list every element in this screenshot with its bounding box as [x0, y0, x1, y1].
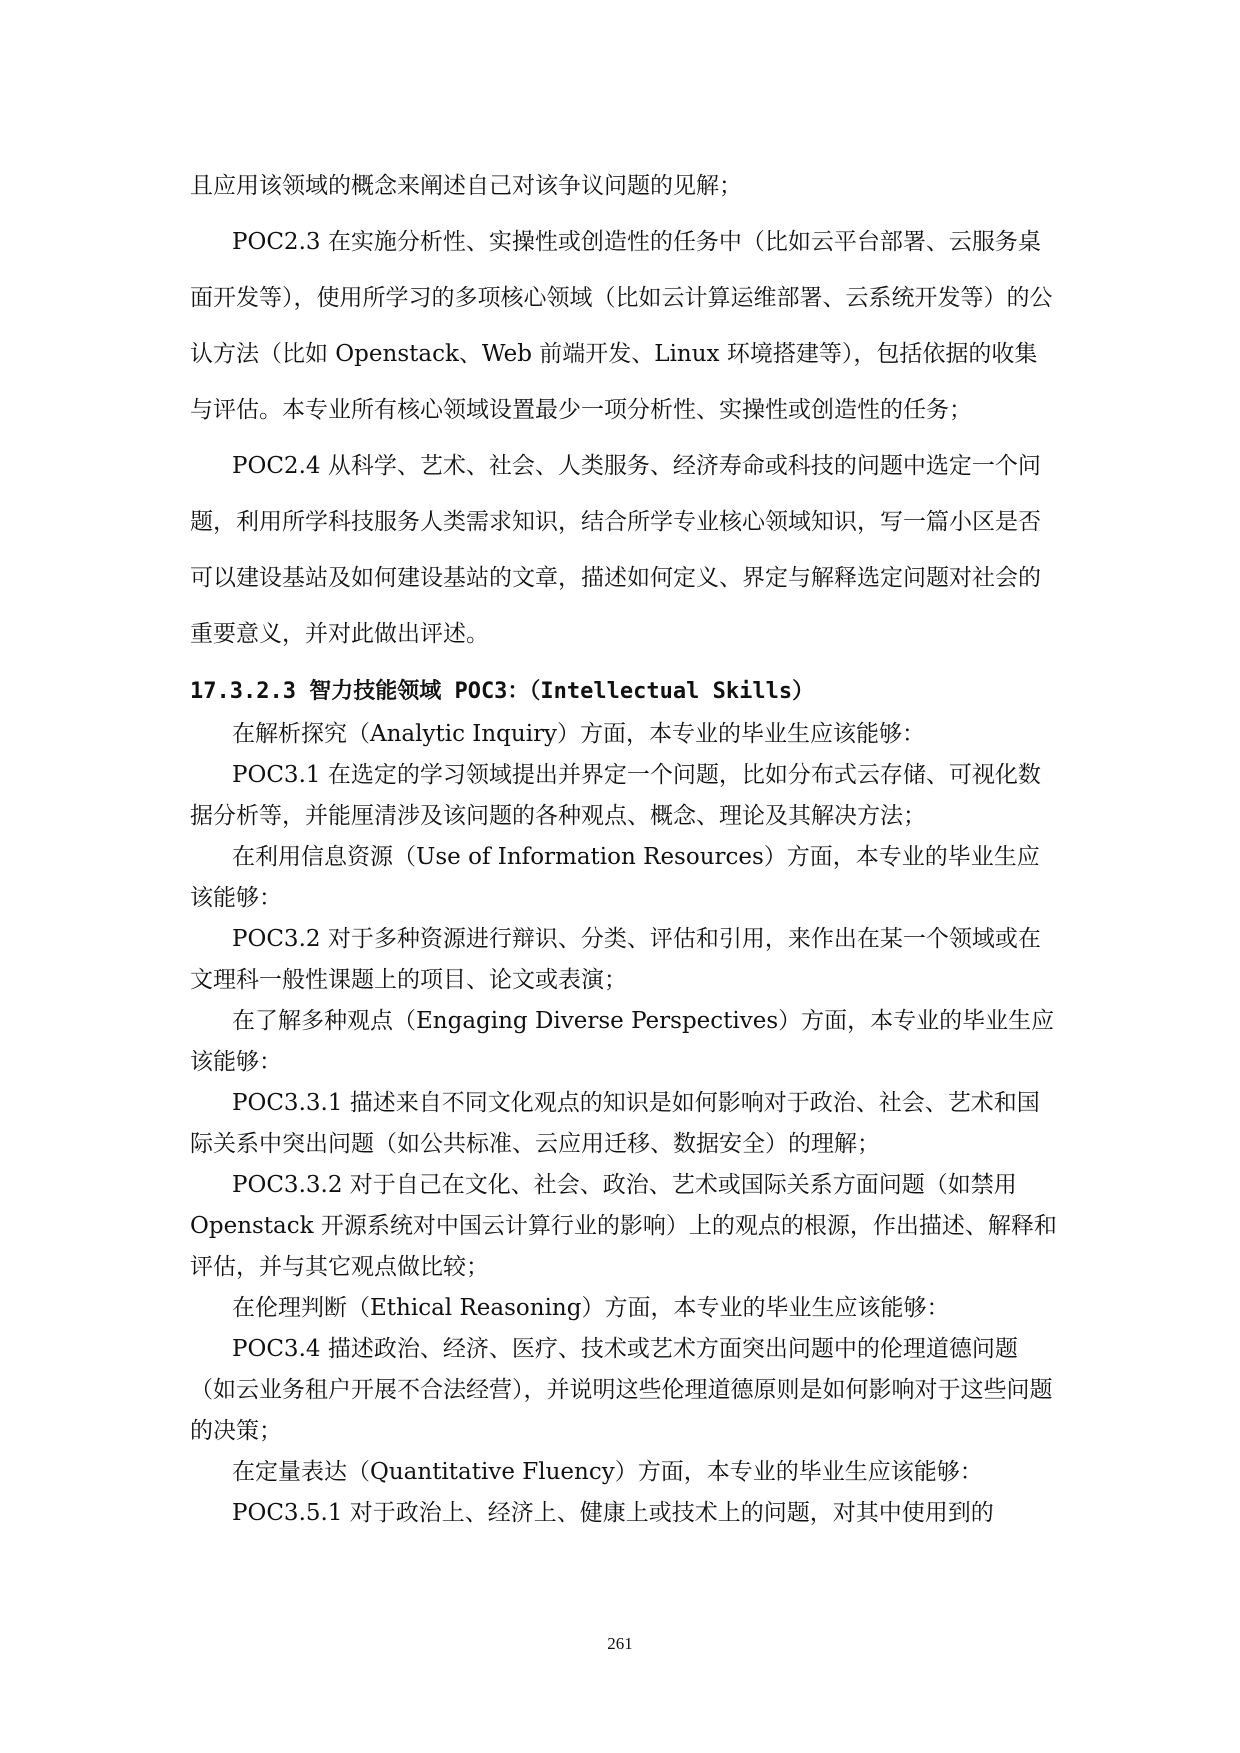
paragraph-poc3-5-1: POC3.5.1 对于政治上、经济上、健康上或技术上的问题，对其中使用到的 [232, 1500, 994, 1526]
page-number: 261 [607, 1634, 633, 1653]
paragraph-poc3-4: POC3.4 描述政治、经济、医疗、技术或艺术方面突出问题中的伦理道德问题（如云业务租户开展不合法经营），并说明这些伦理道德原则是如何影响对于这些问题的决策； [190, 1336, 1053, 1444]
section-heading: 17.3.2.3 智力技能领域 POC3：（Intellectual Skills） [190, 679, 815, 704]
paragraph-analytic-inquiry: 在解析探究（Analytic Inquiry）方面，本专业的毕业生应该能够： [232, 721, 926, 747]
paragraph-quantitative-fluency: 在定量表达（Quantitative Fluency）方面，本专业的毕业生应该能够： [232, 1459, 983, 1485]
paragraph-poc3-3-1: POC3.3.1 描述来自不同文化观点的知识是如何影响对于政治、社会、艺术和国际关系中突出问题（如公共标准、云应用迁移、数据安全）的理解； [190, 1090, 1040, 1157]
paragraph-poc2-4: POC2.4 从科学、艺术、社会、人类服务、经济寿命或科技的问题中选定一个问题，利用所学科技服务人类需求知识，结合所学专业核心领域知识，写一篇小区是否可以建设基站及如何建设基站的文章，描述如何定义、界定与解释选定问题对社会的重要意义，并对此做出评述。 [190, 453, 1041, 647]
page-body [190, 158, 1060, 1534]
paragraph-ethical-reasoning: 在伦理判断（Ethical Reasoning）方面，本专业的毕业生应该能够： [232, 1295, 950, 1321]
paragraph-poc3-2: POC3.2 对于多种资源进行辩识、分类、评估和引用，来作出在某一个领域或在文理科一般性课题上的项目、论文或表演； [190, 926, 1041, 993]
paragraph-information-resources: 在利用信息资源（Use of Information Resources）方面，本专业的毕业生应该能够： [190, 844, 1040, 911]
paragraph-poc2-3: POC2.3 在实施分析性、实操性或创造性的任务中（比如云平台部署、云服务桌面开发等），使用所学习的多项核心领域（比如云计算运维部署、云系统开发等）的公认方法（比如 Openstack、Web 前端开发、Linux 环境搭建等），包括依据的收集与评估。本专业所有核心领域设置最少一项分析性、实操性或创造性的任务； [190, 229, 1053, 423]
paragraph: 且应用该领域的概念来阐述自己对该争议问题的见解； [190, 173, 742, 199]
paragraph-poc3-1: POC3.1 在选定的学习领域提出并界定一个问题，比如分布式云存储、可视化数据分析等，并能厘清涉及该问题的各种观点、概念、理论及其解决方法； [190, 762, 1041, 829]
paragraph-poc3-3-2: POC3.3.2 对于自己在文化、社会、政治、艺术或国际关系方面问题（如禁用 Openstack 开源系统对中国云计算行业的影响）上的观点的根源，作出描述、解释和评估，并与其它观点做比较； [190, 1172, 1057, 1280]
paragraph-diverse-perspectives: 在了解多种观点（Engaging Diverse Perspectives）方面，本专业的毕业生应该能够： [190, 1008, 1055, 1075]
